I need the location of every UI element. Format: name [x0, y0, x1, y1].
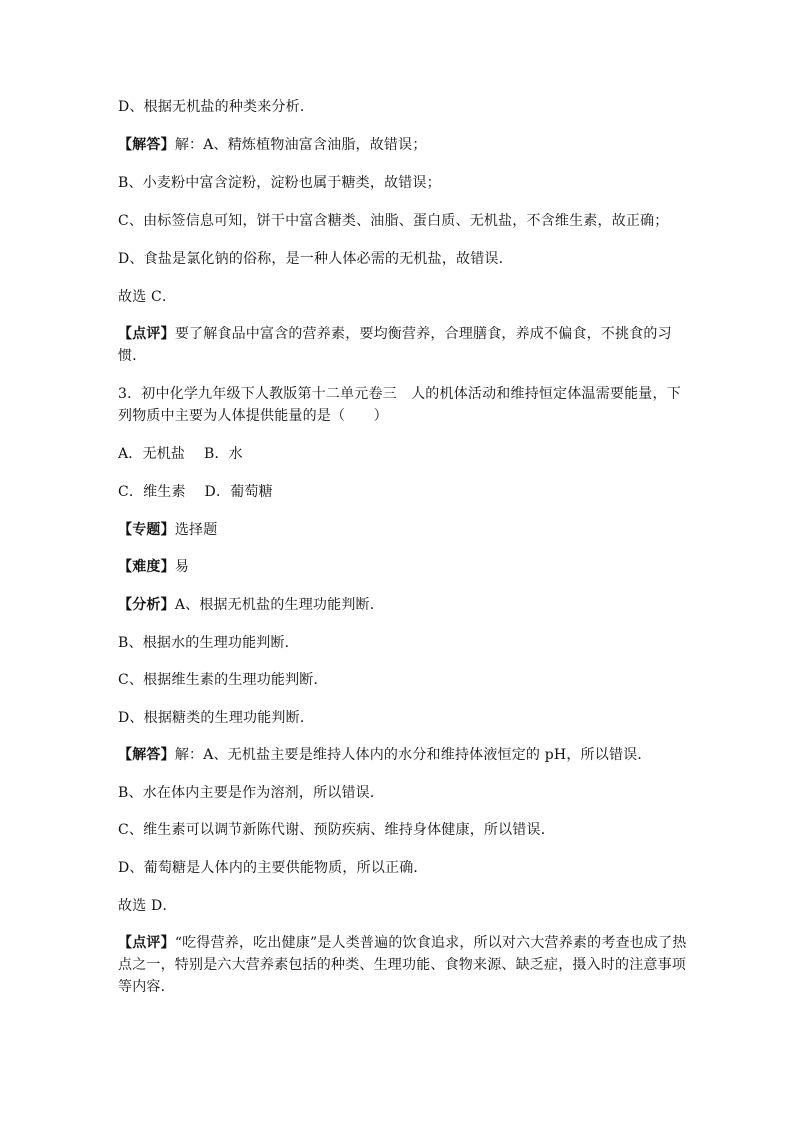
line-text: 要了解食品中富含的营养素，要均衡营养，合理膳食，养成不偏食，不挑食的习	[174, 326, 672, 342]
line-text: D、葡萄糖是人体内的主要供能物质，所以正确．	[118, 860, 428, 876]
line-text: D、根据无机盐的种类来分析．	[118, 99, 315, 115]
text-line	[118, 97, 678, 117]
line-text: 3．初中化学九年级下人教版第十二单元卷三 人的机体活动和维持恒定体温需要能量，下	[118, 386, 681, 402]
line-text: 点之一，特别是六大营养素包括的种类、生理功能、食物来源、缺乏症，摄入时的注意事项	[118, 957, 686, 973]
text-line	[118, 745, 678, 765]
text-line	[118, 783, 678, 803]
section-label: 【点评】	[118, 935, 175, 951]
line-text: B、水在体内主要是作为溶剂，所以错误．	[118, 785, 385, 801]
text-line	[118, 933, 687, 953]
text-line	[118, 520, 678, 540]
line-text: D、根据糖类的生理功能判断．	[118, 710, 315, 726]
text-line	[118, 896, 678, 916]
line-text: C、维生素可以调节新陈代谢、预防疾病、维持身体健康，所以错误．	[118, 822, 555, 838]
text-line	[118, 633, 678, 653]
text-line	[118, 211, 678, 231]
text-line	[118, 346, 678, 366]
line-text: 列物质中主要为人体提供能量的是（ ）	[118, 408, 388, 424]
question-line	[118, 406, 678, 426]
text-line	[118, 977, 678, 997]
line-text: 惯．	[118, 348, 147, 364]
section-label: 【解答】	[118, 137, 175, 153]
line-text: C．维生素 D．葡萄糖	[118, 484, 273, 500]
section-label: 【分析】	[118, 597, 175, 613]
line-text: 故选 C．	[118, 289, 177, 305]
line-text: 选择题	[174, 522, 218, 538]
section-label: 【难度】	[118, 559, 175, 575]
text-line	[118, 287, 678, 307]
question-line	[118, 384, 681, 404]
text-line	[118, 858, 678, 878]
options-line	[118, 444, 678, 464]
line-text: 易	[174, 559, 190, 575]
line-text: 解：A、精炼植物油富含油脂，故错误；	[174, 137, 427, 153]
line-text: B、小麦粉中富含淀粉，淀粉也属于糖类，故错误；	[118, 175, 441, 191]
text-line	[118, 595, 678, 615]
text-line	[118, 324, 678, 344]
line-text: D、食盐是氯化钠的俗称，是一种人体必需的无机盐，故错误．	[118, 251, 513, 267]
line-text: A．无机盐 B．水	[118, 446, 243, 462]
text-line	[118, 820, 678, 840]
line-text: A、根据无机盐的生理功能判断．	[174, 597, 384, 613]
section-label: 【专题】	[118, 522, 175, 538]
line-text: B、根据水的生理功能判断．	[118, 635, 299, 651]
line-text: 等内容．	[118, 979, 175, 995]
line-text: C、根据维生素的生理功能判断．	[118, 672, 328, 688]
section-label: 【点评】	[118, 326, 175, 342]
text-line	[118, 173, 678, 193]
line-text: 故选 D．	[118, 898, 177, 914]
text-line	[118, 249, 678, 269]
text-line	[118, 135, 678, 155]
section-label: 【解答】	[118, 747, 175, 763]
text-line	[118, 708, 678, 728]
text-line	[118, 955, 686, 975]
text-line	[118, 670, 678, 690]
line-text: “吃得营养，吃出健康”是人类普遍的饮食追求，所以对六大营养素的考查也成了热	[174, 935, 687, 951]
options-line	[118, 482, 678, 502]
line-text: 解：A、无机盐主要是维持人体内的水分和维持体液恒定的 pH，所以错误．	[174, 747, 652, 763]
line-text: C、由标签信息可知，饼干中富含糖类、油脂、蛋白质、无机盐，不含维生素，故正确；	[118, 213, 669, 229]
text-line	[118, 557, 678, 577]
